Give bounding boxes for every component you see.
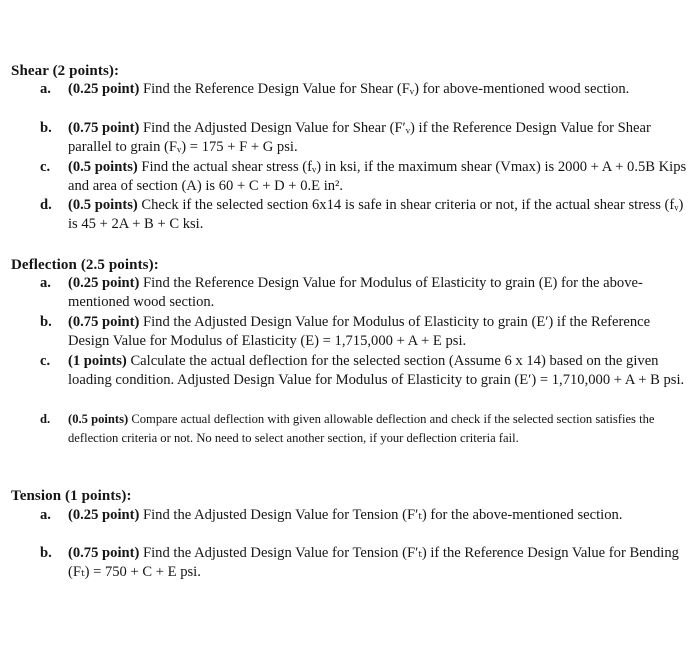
tension-item-b-text: Find the Adjusted Design Value for Tension (F′ₜ) if the Reference Design Value for Bending (Fₜ) = 750 + C + E psi. <box>68 545 679 581</box>
deflection-item-c-points: (1 points) <box>68 353 127 369</box>
shear-item-c-letter: c. <box>40 159 51 175</box>
shear-item-d-letter: d. <box>40 197 52 213</box>
shear-item-d-points: (0.5 points) <box>68 197 138 213</box>
deflection-item-b-letter: b. <box>40 314 52 330</box>
shear-item-b-letter: b. <box>40 120 52 136</box>
shear-item-a-letter: a. <box>40 81 51 97</box>
tension-item-a <box>40 506 692 525</box>
tension-item-a-points: (0.25 point) <box>68 507 140 523</box>
deflection-item-d-points: (0.5 points) <box>68 412 129 426</box>
deflection-item-d <box>40 410 692 447</box>
deflection-item-a-text: Find the Reference Design Value for Modulus of Elasticity to grain (E) for the above-mentioned wood section. <box>68 275 643 311</box>
tension-item-b <box>40 544 692 582</box>
shear-item-c <box>40 158 692 196</box>
tension-item-b-letter: b. <box>40 545 52 561</box>
tension-item-b-points: (0.75 point) <box>68 545 140 561</box>
deflection-item-b-points: (0.75 point) <box>68 314 140 330</box>
deflection-item-b <box>40 313 692 351</box>
shear-item-d <box>40 196 692 234</box>
deflection-item-a <box>40 274 692 312</box>
tension-item-a-text: Find the Adjusted Design Value for Tension (F′ₜ) for the above-mentioned section. <box>139 507 623 523</box>
deflection-item-a-letter: a. <box>40 275 51 291</box>
deflection-item-b-text: Find the Adjusted Design Value for Modulus of Elasticity to grain (E′) if the Reference Design Value for Modulus of Elasticity (E) = 1,715,000 + A + E psi. <box>68 314 651 350</box>
shear-item-d-text: Check if the selected section 6x14 is safe in shear criteria or not, if the actual shear stress (fᵥ) is 45 + 2A + B + C ksi. <box>68 197 684 233</box>
shear-item-b-points: (0.75 point) <box>68 120 140 136</box>
shear-item-a-text: Find the Reference Design Value for Shear (Fᵥ) for above-mentioned wood section. <box>139 81 630 97</box>
deflection-item-d-letter: d. <box>40 412 51 426</box>
shear-item-c-text: Find the actual shear stress (fᵥ) in ksi, if the maximum shear (Vmax) is 2000 + A + 0.5B Kips and area of section (A) is 60 + C + D + 0.E in². <box>68 159 687 195</box>
tension-heading: Tension (1 points): <box>11 488 132 504</box>
tension-item-a-letter: a. <box>40 507 51 523</box>
shear-heading: Shear (2 points): <box>11 63 120 79</box>
deflection-item-d-text: Compare actual deflection with given allowable deflection and check if the selected section satisfies the deflection criteria or not. No need to select another section, if your deflection criteria fail. <box>68 412 655 445</box>
shear-item-a <box>40 80 692 99</box>
deflection-item-c-text: Calculate the actual deflection for the selected section (Assume 6 x 14) based on the given loading condition. Adjusted Design Value for Modulus of Elasticity to grain (E′) = 1,710,000 + A + B psi. <box>68 353 685 389</box>
shear-item-b <box>40 119 692 157</box>
deflection-item-c-letter: c. <box>40 353 51 369</box>
deflection-item-a-points: (0.25 point) <box>68 275 140 291</box>
shear-item-b-text: Find the Adjusted Design Value for Shear (F′ᵥ) if the Reference Design Value for Shear parallel to grain (Fᵥ) = 175 + F + G psi. <box>68 120 651 156</box>
shear-item-c-points: (0.5 points) <box>68 159 138 175</box>
shear-item-a-points: (0.25 point) <box>68 81 140 97</box>
deflection-item-c <box>40 352 692 390</box>
deflection-heading: Deflection (2.5 points): <box>11 257 159 273</box>
